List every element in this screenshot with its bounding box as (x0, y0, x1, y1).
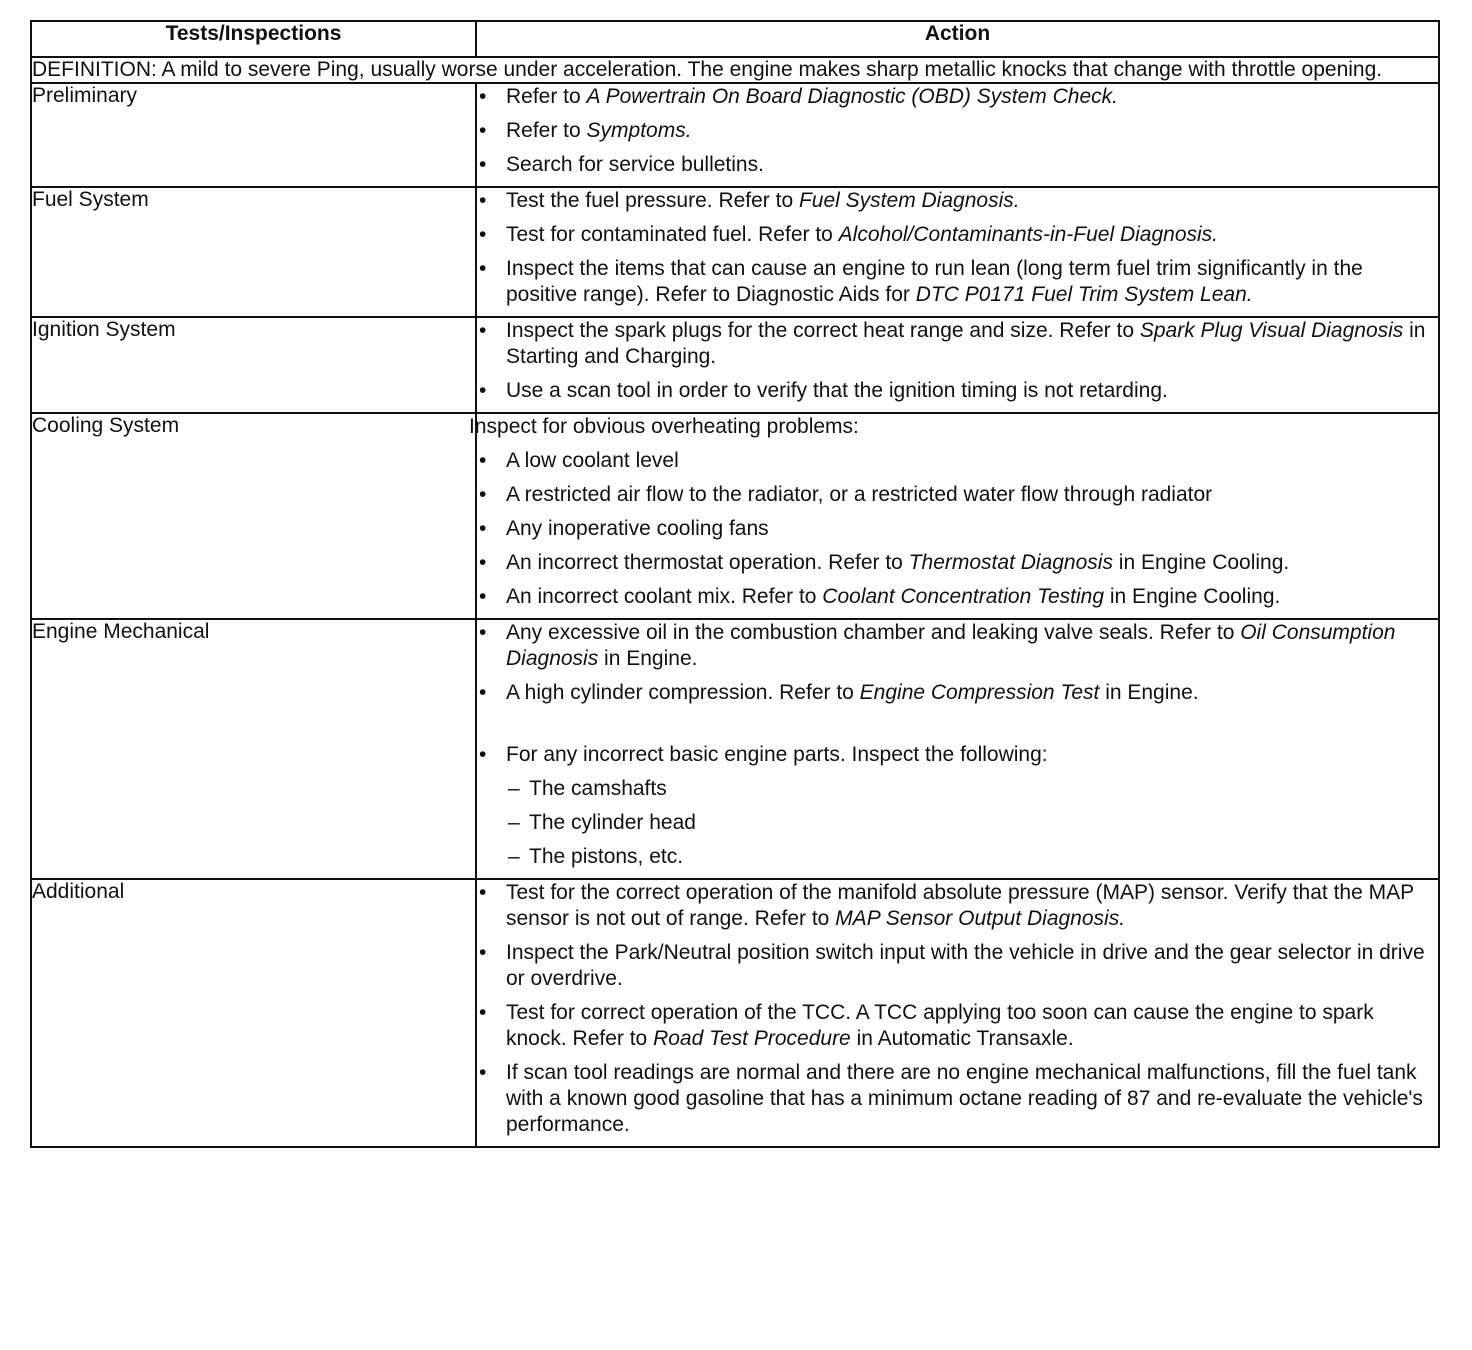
list-item: • Test for the correct operation of the manifold absolute pressure (MAP) sensor. Verify that the MAP sensor is not out of range. Refer to MAP Sensor Output Diagnosis. (477, 880, 1438, 932)
table-row-engine-mechanical (31, 619, 1439, 879)
action-cell (476, 187, 1439, 317)
table-row-ignition-system (31, 317, 1439, 413)
list-item: • Inspect the items that can cause an engine to run lean (long term fuel trim significantly in the positive range). Refer to Diagnostic Aids for DTC P0171 Fuel Trim System Lean. (477, 256, 1438, 308)
list-item: • If scan tool readings are normal and there are no engine mechanical malfunctions, fill the fuel tank with a known good gasoline that has a minimum octane reading of 87 and re-evaluate the vehicle's performance. (477, 1060, 1438, 1138)
list-item: • For any incorrect basic engine parts. Inspect the following: – The camshafts – The cylinder head – The pistons, etc. (477, 742, 1438, 870)
list-item: • Test for correct operation of the TCC. A TCC applying too soon can cause the engine to spark knock. Refer to Road Test Procedure in Automatic Transaxle. (477, 1000, 1438, 1052)
definition-row (31, 57, 1439, 83)
list-item: • A high cylinder compression. Refer to Engine Compression Test in Engine. (477, 680, 1438, 706)
category-label: Cooling System (31, 413, 476, 619)
action-cell (476, 619, 1439, 879)
header-action: Action (476, 21, 1439, 57)
list-item: • Search for service bulletins. (477, 152, 1438, 178)
list-item: • Test for contaminated fuel. Refer to Alcohol/Contaminants-in-Fuel Diagnosis. (477, 222, 1438, 248)
action-intro: Inspect for obvious overheating problems: (469, 415, 859, 438)
action-cell (476, 83, 1439, 187)
list-item: • Use a scan tool in order to verify that the ignition timing is not retarding. (477, 378, 1438, 404)
list-item: • A restricted air flow to the radiator, or a restricted water flow through radiator (477, 482, 1438, 508)
category-label: Engine Mechanical (31, 619, 476, 879)
list-item: • An incorrect coolant mix. Refer to Coolant Concentration Testing in Engine Cooling. (477, 584, 1438, 610)
header-tests-inspections: Tests/Inspections (31, 21, 476, 57)
category-label: Ignition System (31, 317, 476, 413)
list-item: • A low coolant level (477, 448, 1438, 474)
category-label: Preliminary (31, 83, 476, 187)
list-item: • An incorrect thermostat operation. Refer to Thermostat Diagnosis in Engine Cooling. (477, 550, 1438, 576)
sub-list-item: – The camshafts (506, 776, 1438, 802)
definition-text: DEFINITION: A mild to severe Ping, usually worse under acceleration. The engine makes sharp metallic knocks that change with throttle opening. (31, 57, 1439, 83)
action-cell (476, 317, 1439, 413)
sub-list-item: – The cylinder head (506, 810, 1438, 836)
table-row-preliminary (31, 83, 1439, 187)
action-cell (476, 879, 1439, 1147)
header-row (31, 21, 1439, 57)
list-item: • Inspect the Park/Neutral position switch input with the vehicle in drive and the gear selector in drive or overdrive. (477, 940, 1438, 992)
table-row-cooling-system (31, 413, 1439, 619)
diagnostic-table (30, 20, 1440, 1148)
list-item: • Inspect the spark plugs for the correct heat range and size. Refer to Spark Plug Visual Diagnosis in Starting and Charging. (477, 318, 1438, 370)
list-item: • Refer to A Powertrain On Board Diagnostic (OBD) System Check. (477, 84, 1438, 110)
sub-list-item: – The pistons, etc. (506, 844, 1438, 870)
category-label: Additional (31, 879, 476, 1147)
list-item: • Refer to Symptoms. (477, 118, 1438, 144)
category-label: Fuel System (31, 187, 476, 317)
table-row-fuel-system (31, 187, 1439, 317)
table-row-additional (31, 879, 1439, 1147)
action-cell (469, 413, 1439, 619)
list-item: • Any inoperative cooling fans (477, 516, 1438, 542)
list-item: • Any excessive oil in the combustion chamber and leaking valve seals. Refer to Oil Consumption Diagnosis in Engine. (477, 620, 1438, 672)
list-item: • Test the fuel pressure. Refer to Fuel System Diagnosis. (477, 188, 1438, 214)
